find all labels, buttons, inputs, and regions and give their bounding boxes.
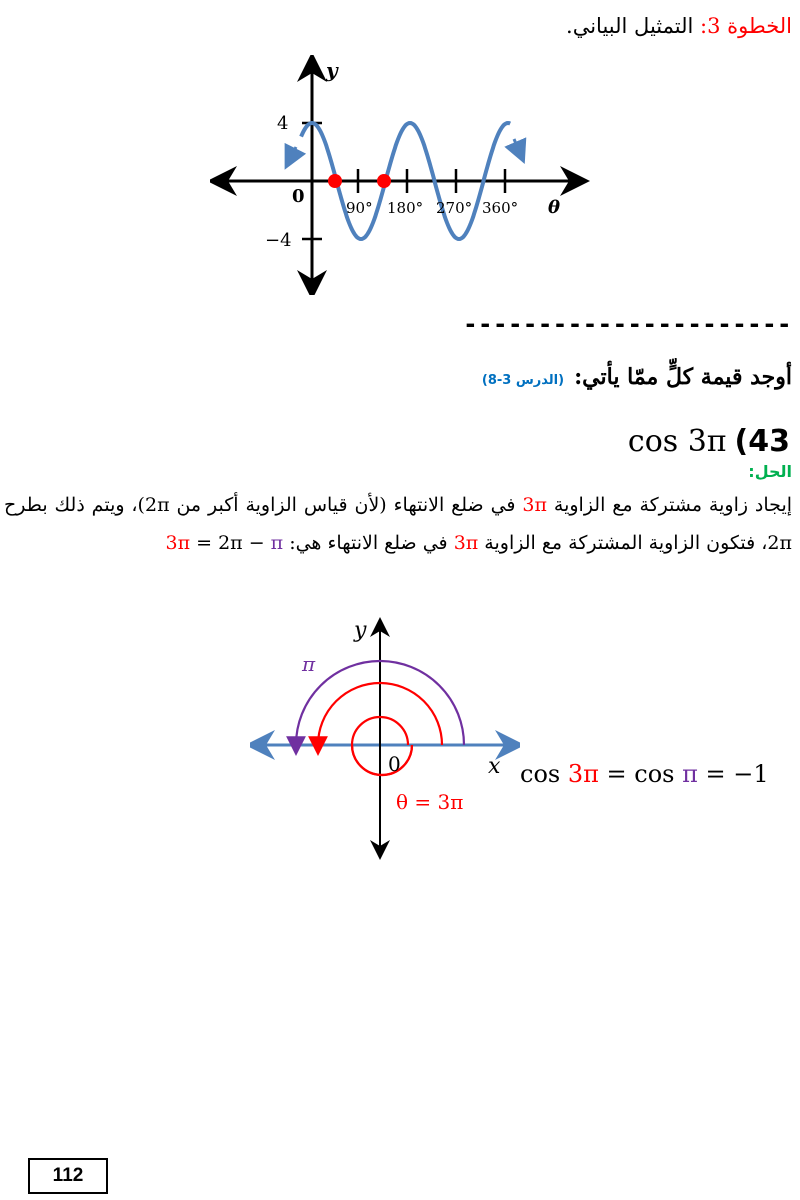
- step-line: [566, 14, 792, 38]
- final-pi: π: [682, 760, 698, 788]
- tick-90: 90°: [346, 199, 373, 217]
- tick-270: 270°: [436, 199, 473, 217]
- tick-180: 180°: [387, 199, 424, 217]
- exercise-heading: [482, 364, 792, 390]
- heading-text: أوجد قيمة كلٍّ ممّا يأتي:: [574, 364, 792, 390]
- final-mid: = cos: [598, 760, 683, 788]
- para-text-3: في ضلع الانتهاء هي:: [283, 532, 454, 554]
- para-text-1: إيجاد زاوية مشتركة مع الزاوية: [546, 494, 793, 516]
- step-label: الخطوة 3:: [700, 14, 792, 38]
- solution-paragraph: [4, 486, 792, 562]
- y-label: y: [326, 58, 338, 82]
- origin-label-2: 0: [388, 752, 401, 776]
- eq-3pi: 3π: [165, 532, 191, 554]
- angle-3pi: 3π: [522, 494, 547, 516]
- x-label-2: x: [488, 754, 501, 779]
- y-label-2: y: [354, 618, 367, 643]
- solution-label: الحل:: [748, 462, 792, 481]
- pi-label: π: [302, 652, 316, 676]
- final-lhs: cos: [520, 760, 568, 788]
- origin-label: 0: [292, 186, 305, 207]
- problem-expr: cos 3π: [627, 424, 727, 459]
- eq-result: π: [270, 532, 284, 554]
- problem-number: (43: [734, 424, 790, 459]
- y-min-label: −4: [265, 230, 292, 251]
- final-equation: [520, 760, 769, 788]
- step-text: التمثيل البياني.: [566, 14, 700, 38]
- coterminal-equation: [166, 532, 284, 554]
- final-rhs: = −1: [697, 760, 769, 788]
- page-number: 112: [28, 1158, 108, 1194]
- lesson-ref: (الدرس 3-8): [481, 373, 565, 388]
- y-max-label: 4: [277, 113, 289, 134]
- final-3pi: 3π: [567, 760, 599, 788]
- cosine-graph: [210, 55, 590, 295]
- para-text-2: في ضلع الانتهاء (لأن قياس الزاوية أكبر من 2π)، ويتم ذلك بطرح 2π، فتكون الزاوية المشتركة مع الزاوية: [4, 494, 792, 554]
- theta-3pi-label: θ = 3π: [396, 790, 464, 814]
- rotation-diagram: [250, 615, 520, 865]
- eq-mid: = 2π −: [190, 532, 271, 554]
- angle-3pi-2: 3π: [453, 532, 479, 554]
- tick-360: 360°: [482, 199, 519, 217]
- divider: ----------------------: [463, 310, 792, 338]
- theta-label: θ: [548, 197, 561, 218]
- problem-43: [628, 424, 790, 459]
- zero-point-1: [328, 174, 342, 188]
- zero-point-2: [377, 174, 391, 188]
